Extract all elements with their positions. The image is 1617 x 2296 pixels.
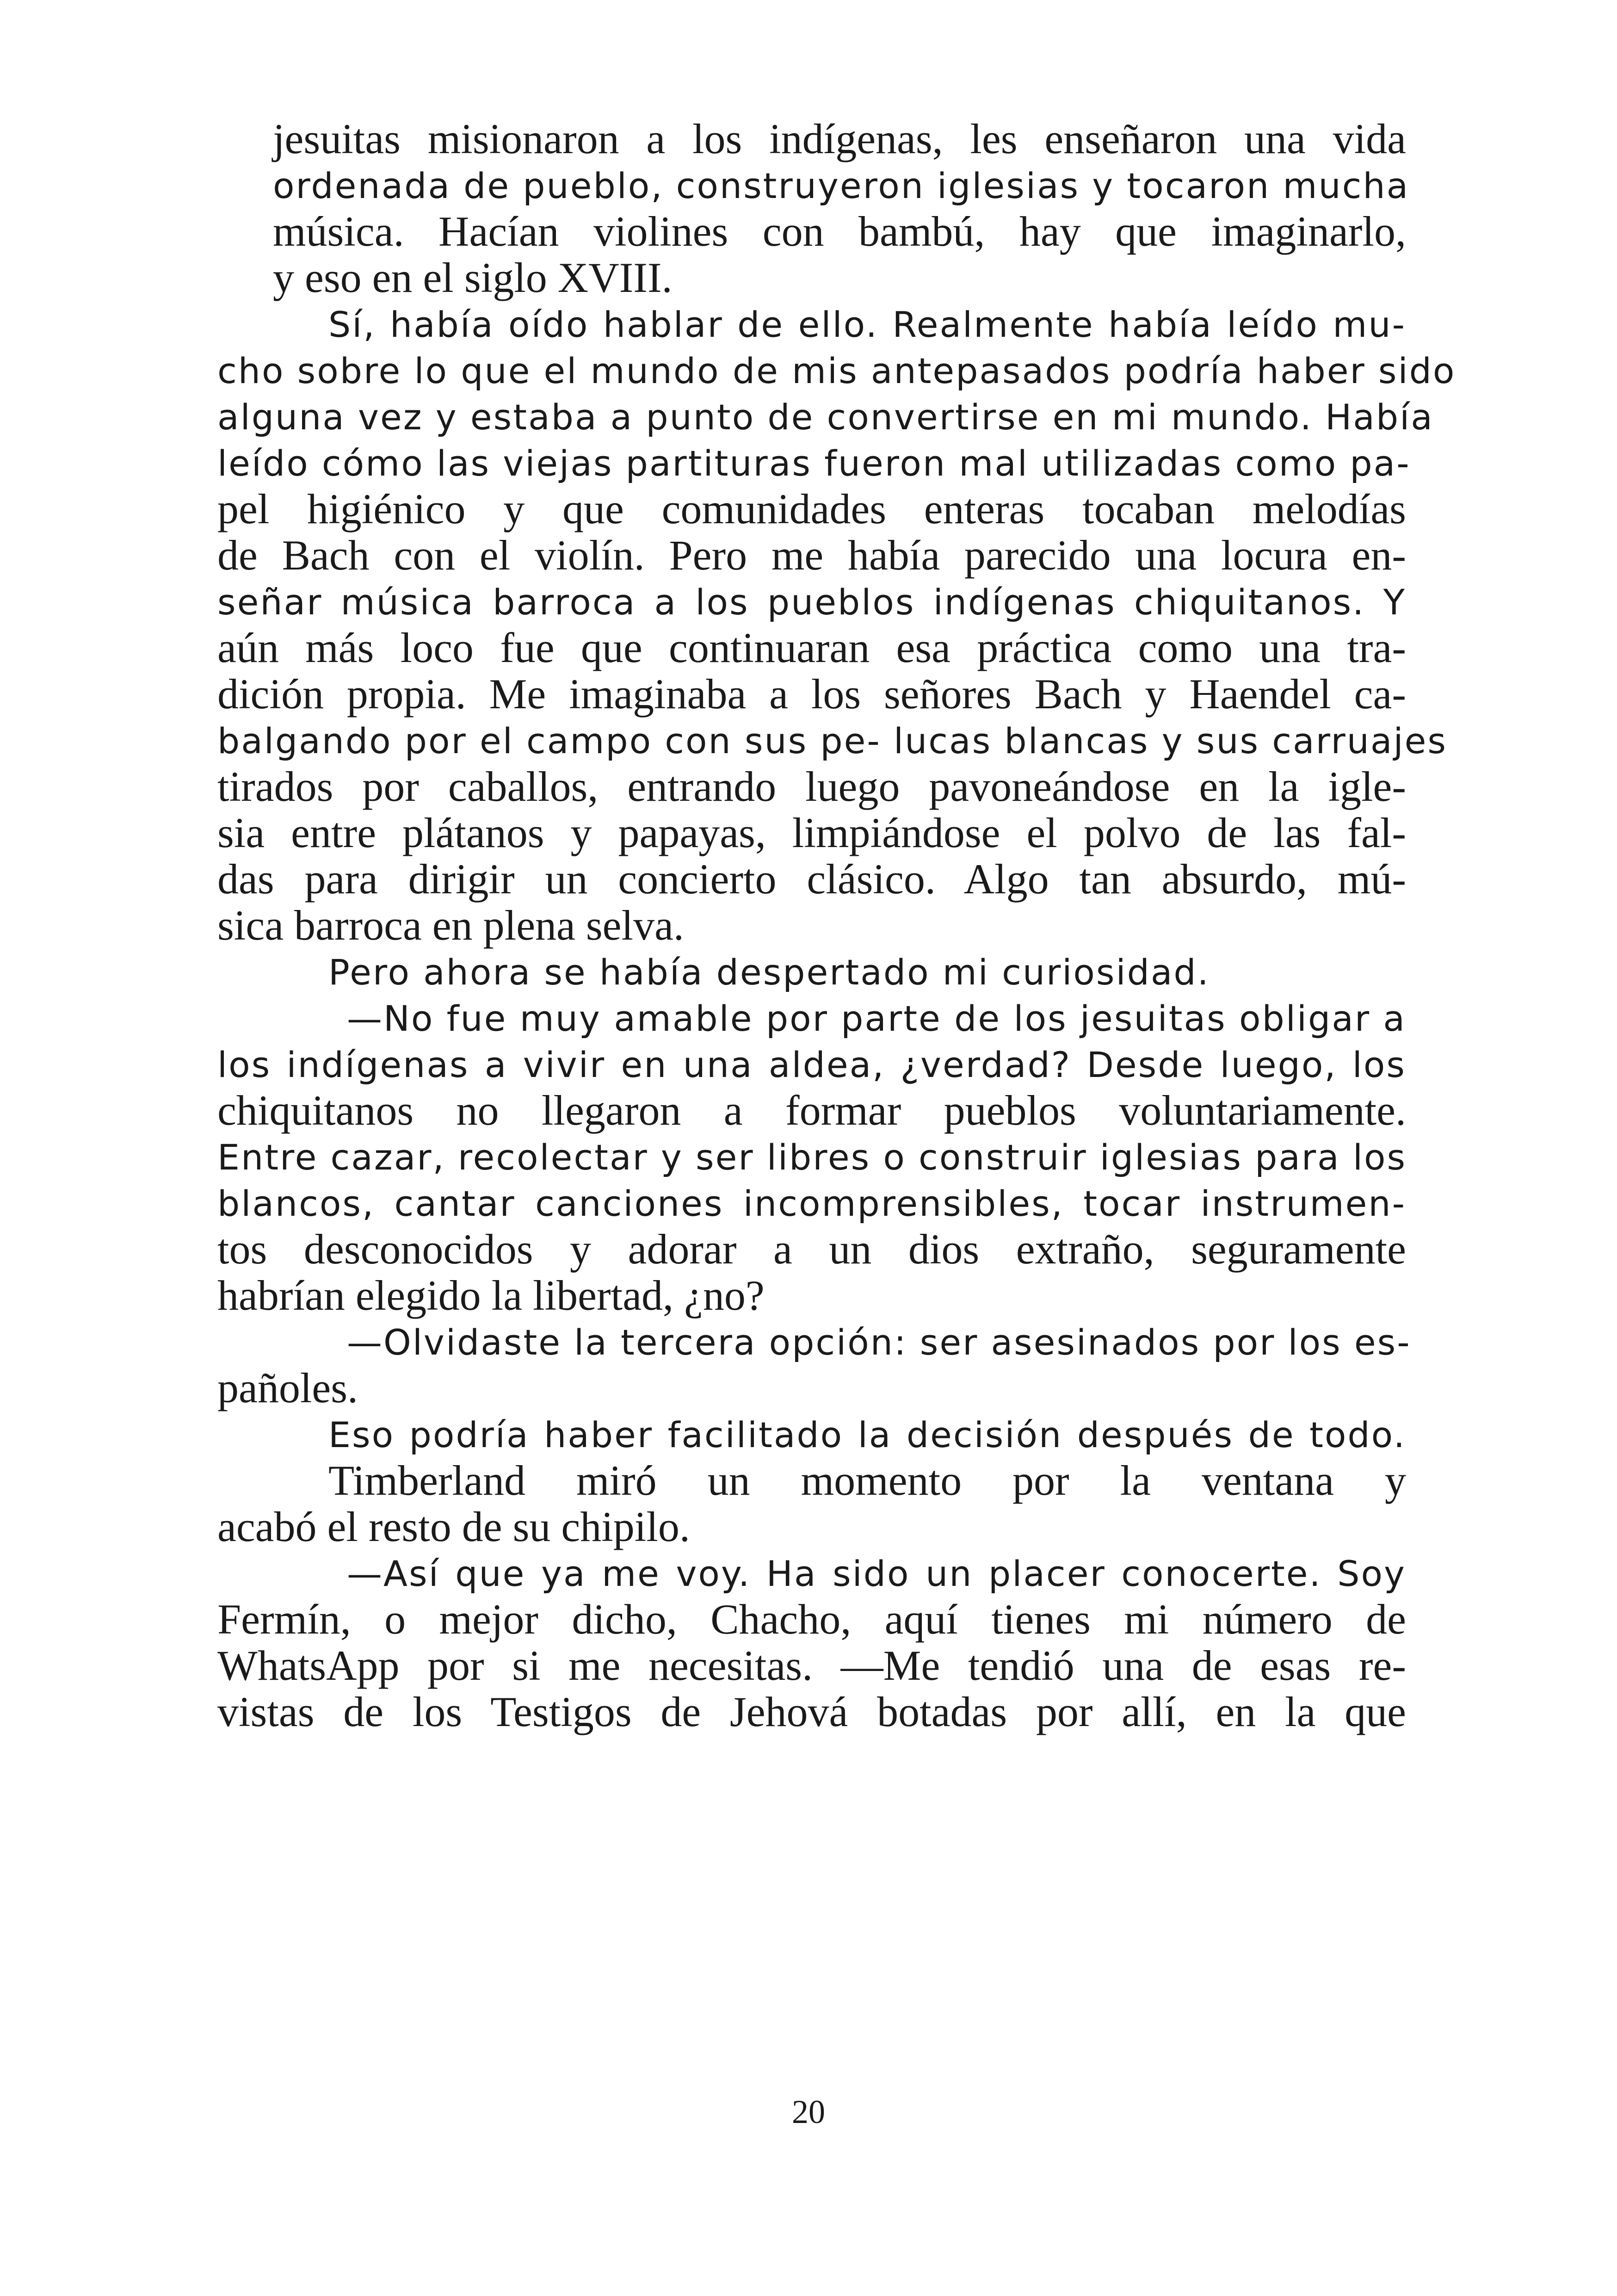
text-line [217, 1180, 1406, 1226]
text-line [217, 254, 1406, 301]
text-line [217, 1318, 1411, 1365]
text-line [217, 162, 1410, 208]
text-line-content: Pero ahora se había despertado mi curiosidad. [328, 952, 1210, 993]
text-line [217, 486, 1406, 532]
text-line [217, 948, 1406, 995]
text-line-content: tos desconocidos y adorar a un dios extraño, seguramente [217, 1225, 1406, 1273]
text-line-content: habrían elegido la libertad, ¿no? [217, 1272, 765, 1319]
text-line-content: tirados por caballos, entrando luego pavoneándose en la igle- [217, 763, 1406, 810]
text-line [217, 347, 1456, 393]
text-line [217, 810, 1406, 856]
text-line-content: alguna vez y estaba a punto de convertirse en mi mundo. Había [217, 396, 1434, 438]
text-line [217, 393, 1434, 439]
text-line [217, 1365, 1406, 1411]
text-line [217, 717, 1447, 763]
text-line-content: —No fue muy amable por parte de los jesuitas obligar a [347, 998, 1406, 1039]
text-line [217, 1226, 1406, 1272]
text-line-content: y eso en el siglo XVIII. [273, 254, 673, 301]
text-line [217, 1411, 1406, 1457]
text-line-content: chiquitanos no llegaron a formar pueblos voluntariamente. [217, 1087, 1406, 1134]
text-line-content: sica barroca en plena selva. [217, 902, 684, 949]
text-line-content: los indígenas a vivir en una aldea, ¿verdad? Desde luego, los [217, 1044, 1406, 1085]
text-line-content: balgando por el campo con sus pe- lucas blancas y sus carruajes [217, 720, 1447, 761]
text-line [217, 902, 1406, 948]
text-line [217, 1041, 1406, 1087]
text-line-content: sia entre plátanos y papayas, limpiándose el polvo de las fal- [217, 809, 1406, 856]
text-line-content: de Bach con el violín. Pero me había parecido una locura en- [217, 532, 1406, 579]
text-line [217, 578, 1406, 625]
text-line [217, 1133, 1406, 1180]
text-line [217, 995, 1406, 1041]
text-line-content: —Olvidaste la tercera opción: ser asesinados por los es- [347, 1322, 1411, 1363]
text-line-content: WhatsApp por si me necesitas. —Me tendió una de esas re- [217, 1642, 1406, 1689]
text-line-content: Entre cazar, recolectar y ser libres o construir iglesias para los [217, 1137, 1407, 1178]
text-line-content: pañoles. [217, 1364, 358, 1411]
text-line [217, 1596, 1406, 1642]
text-line [217, 116, 1406, 162]
text-line-content: música. Hacían violines con bambú, hay que imaginarlo, [273, 208, 1406, 255]
text-line [217, 1642, 1406, 1689]
text-line-content: acabó el resto de su chipilo. [217, 1503, 690, 1550]
text-line [217, 1689, 1406, 1735]
text-line [217, 532, 1406, 578]
text-line-content: jesuitas misionaron a los indígenas, les enseñaron una vida [273, 115, 1406, 162]
text-line-content: leído cómo las viejas partituras fueron mal utilizadas como pa- [217, 443, 1411, 484]
body-text [217, 115, 1456, 1735]
text-line [217, 856, 1406, 902]
text-line [217, 671, 1406, 717]
text-line [217, 1550, 1406, 1596]
text-line-content: Eso podría haber facilitado la decisión después de todo. [328, 1414, 1406, 1455]
text-line-content: blancos, cantar canciones incomprensibles, tocar instrumen- [217, 1183, 1406, 1224]
text-line [217, 1457, 1406, 1504]
text-line [217, 763, 1406, 810]
page-number: 20 [792, 2093, 825, 2130]
text-line-content: señar música barroca a los pueblos indígenas chiquitanos. Y [217, 582, 1406, 623]
text-line-content: aún más loco fue que continuaran esa práctica como una tra- [217, 624, 1406, 671]
text-line-content: ordenada de pueblo, construyeron iglesias y tocaron mucha [273, 165, 1410, 206]
text-line-content: Fermín, o mejor dicho, Chacho, aquí tienes mi número de [217, 1596, 1406, 1643]
text-line-content: Sí, había oído hablar de ello. Realmente había leído mu- [328, 304, 1406, 345]
text-line-content: das para dirigir un concierto clásico. Algo tan absurdo, mú- [217, 855, 1406, 903]
text-line-content: vistas de los Testigos de Jehová botadas por allí, en la que [217, 1688, 1406, 1735]
text-line-content: Timberland miró un momento por la ventana y [328, 1457, 1406, 1504]
text-line-content: dición propia. Me imaginaba a los señores Bach y Haendel ca- [217, 670, 1406, 718]
text-line [217, 625, 1406, 671]
text-line-content: —Así que ya me voy. Ha sido un placer conocerte. Soy [347, 1553, 1406, 1594]
text-line-content: pel higiénico y que comunidades enteras tocaban melodías [217, 485, 1406, 532]
text-line [217, 1087, 1406, 1133]
text-line-content: cho sobre lo que el mundo de mis antepasados podría haber sido [217, 350, 1456, 391]
text-line [217, 1272, 1406, 1318]
text-line [217, 301, 1406, 347]
text-line [217, 439, 1411, 486]
text-line [217, 1504, 1406, 1550]
text-line [217, 208, 1406, 254]
